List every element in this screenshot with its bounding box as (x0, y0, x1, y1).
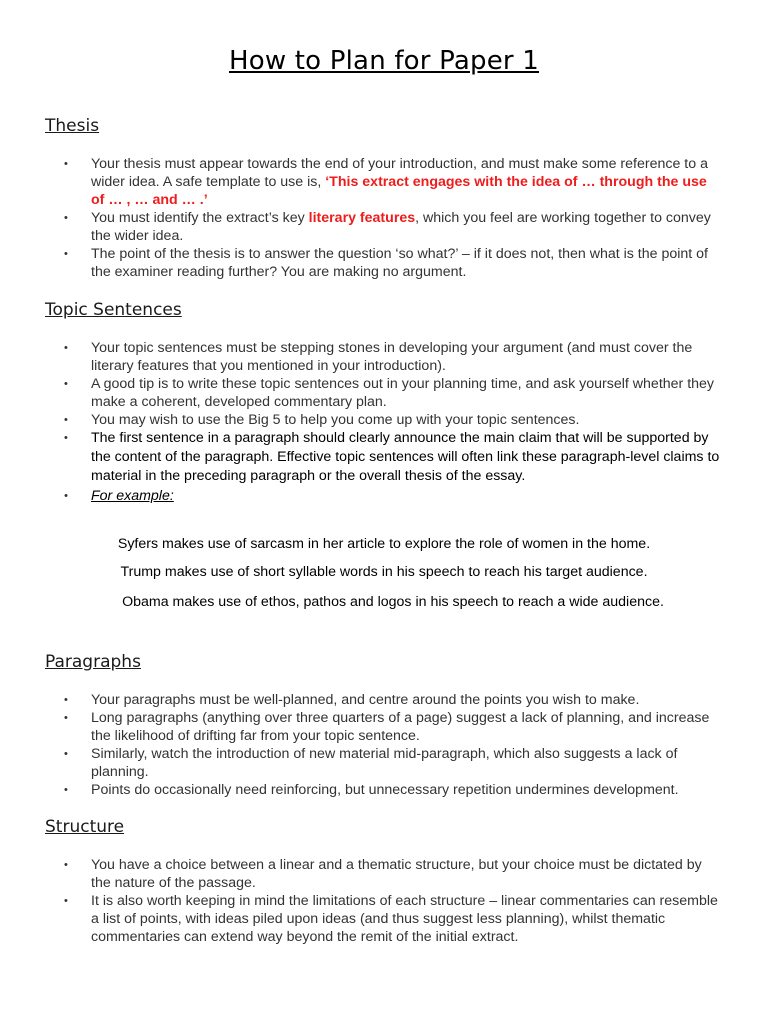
list-item: • A good tip is to write these topic sentences out in your planning time, and ask yourself whether they make a coherent, developed commentary plan. (64, 375, 724, 411)
list-item: • The point of the thesis is to answer the question ‘so what?’ – if it does not, then what is the point of the examiner reading further? You are making no argument. (64, 245, 724, 281)
heading-structure: Structure (45, 817, 125, 837)
list-item: • Your topic sentences must be stepping stones in developing your argument (and must cover the literary features that you mentioned in your introduction). (64, 339, 724, 375)
page-title: How to Plan for Paper 1 (229, 46, 539, 76)
topic-list (64, 339, 724, 505)
list-item: • Long paragraphs (anything over three quarters of a page) suggest a lack of planning, and increase the likelihood of drifting far from your topic sentence. (64, 709, 724, 745)
list-item-example: • For example: (64, 487, 724, 505)
list-item: • You must identify the extract’s key literary features, which you feel are working together to convey the wider idea. (64, 209, 724, 245)
heading-thesis: Thesis (45, 116, 100, 136)
thesis-template: ‘This extract engages with the idea of … through the use of … , … and … .’ (91, 174, 707, 208)
paragraphs-list (64, 691, 724, 799)
list-item: • Similarly, watch the introduction of new material mid-paragraph, which also suggests a lack of planning. (64, 745, 724, 781)
structure-list (64, 856, 724, 946)
literary-features-highlight: literary features (308, 210, 416, 226)
example-sentence: Trump makes use of short syllable words in his speech to reach his target audience. (120, 564, 648, 580)
thesis-list (64, 155, 724, 281)
list-item: • Points do occasionally need reinforcing, but unnecessary repetition undermines development. (64, 781, 724, 799)
heading-topic-sentences: Topic Sentences (45, 300, 182, 320)
list-item: • Your thesis must appear towards the end of your introduction, and must make some reference to a wider idea. A safe template to use is, ‘This extract engages with the idea of … through the use of … , … and … .’ (64, 155, 724, 209)
list-item: • The first sentence in a paragraph should clearly announce the main claim that will be supported by the content of the paragraph. Effective topic sentences will often link these paragraph-level claims to material in the preceding paragraph or the overall thesis of the essay. (64, 429, 724, 486)
list-item: • Your paragraphs must be well-planned, and centre around the points you wish to make. (64, 691, 724, 709)
heading-paragraphs: Paragraphs (45, 652, 141, 672)
list-item: • It is also worth keeping in mind the limitations of each structure – linear commentaries can resemble a list of points, with ideas piled upon ideas (and thus suggest less planning), whilst thematic commentaries can extend way beyond the remit of the initial extract. (64, 892, 724, 946)
example-sentence: Obama makes use of ethos, pathos and logos in his speech to reach a wide audience. (122, 594, 664, 610)
list-item: • You have a choice between a linear and a thematic structure, but your choice must be dictated by the nature of the passage. (64, 856, 724, 892)
list-item: • You may wish to use the Big 5 to help you come up with your topic sentences. (64, 411, 724, 429)
example-sentence: Syfers makes use of sarcasm in her article to explore the role of women in the home. (117, 536, 651, 552)
